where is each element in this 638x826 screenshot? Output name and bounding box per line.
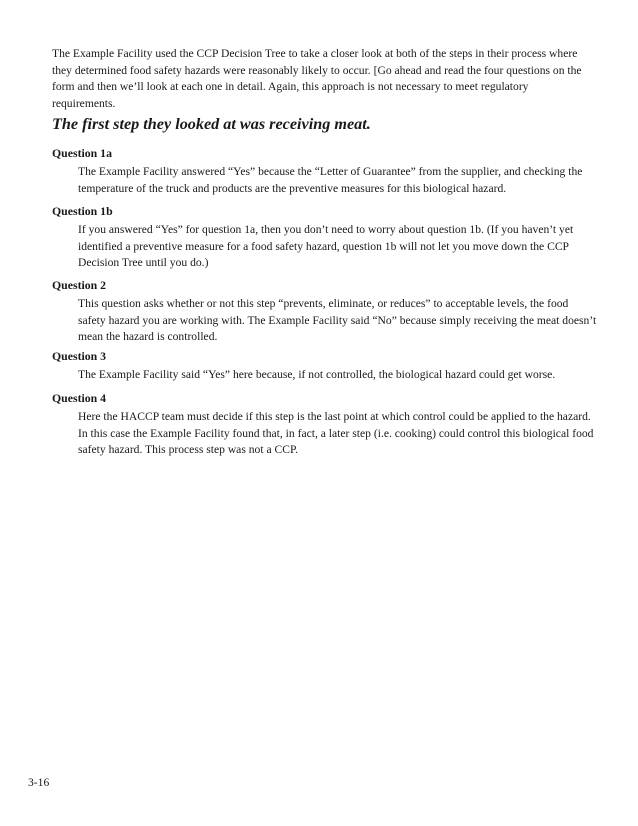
question-answer: If you answered “Yes” for question 1a, then you don’t need to worry about question 1b. (If you haven’t yet identified a preventive measure for a food safety hazard, question 1b will not let you move down the CCP Decision Tree until you do.) bbox=[78, 223, 574, 270]
question-label: Question 1a bbox=[52, 146, 112, 160]
intro-paragraph: The Example Facility used the CCP Decision Tree to take a closer look at both of the steps in their process where they determined food safety hazards were reasonably likely to occur. [Go ahead and read the four questions on the form and then we’ll look at each one in detail. Again, this approach is not necessary to meet regulatory requirements. bbox=[52, 47, 582, 110]
question-block-4 bbox=[52, 390, 597, 459]
page-number: 3-16 bbox=[28, 776, 50, 789]
question-answer: The Example Facility answered “Yes” because the “Letter of Guarantee” from the supplier, and checking the temperature of the truck and products are the preventive measures for this biological hazard. bbox=[78, 165, 583, 195]
question-label: Question 4 bbox=[52, 391, 107, 405]
question-label: Question 3 bbox=[52, 349, 107, 363]
question-block-1b bbox=[52, 203, 597, 272]
section-heading: The first step they looked at was receiving meat. bbox=[52, 115, 371, 133]
question-block-1a bbox=[52, 145, 597, 197]
question-block-2 bbox=[52, 277, 597, 346]
question-answer: Here the HACCP team must decide if this step is the last point at which control could be applied to the hazard. In this case the Example Facility found that, in fact, a later step (i.e. cooking) could control this biological food safety hazard. This process step was not a CCP. bbox=[78, 410, 594, 457]
question-label: Question 1b bbox=[52, 204, 113, 218]
question-block-3 bbox=[52, 348, 597, 384]
question-answer: The Example Facility said “Yes” here because, if not controlled, the biological hazard could get worse. bbox=[78, 368, 556, 381]
question-answer: This question asks whether or not this step “prevents, eliminate, or reduces” to acceptable levels, the food safety hazard you are working with. The Example Facility said “No” because simply receiving the meat doesn’t mean the hazard is controlled. bbox=[78, 297, 597, 344]
question-label: Question 2 bbox=[52, 278, 107, 292]
